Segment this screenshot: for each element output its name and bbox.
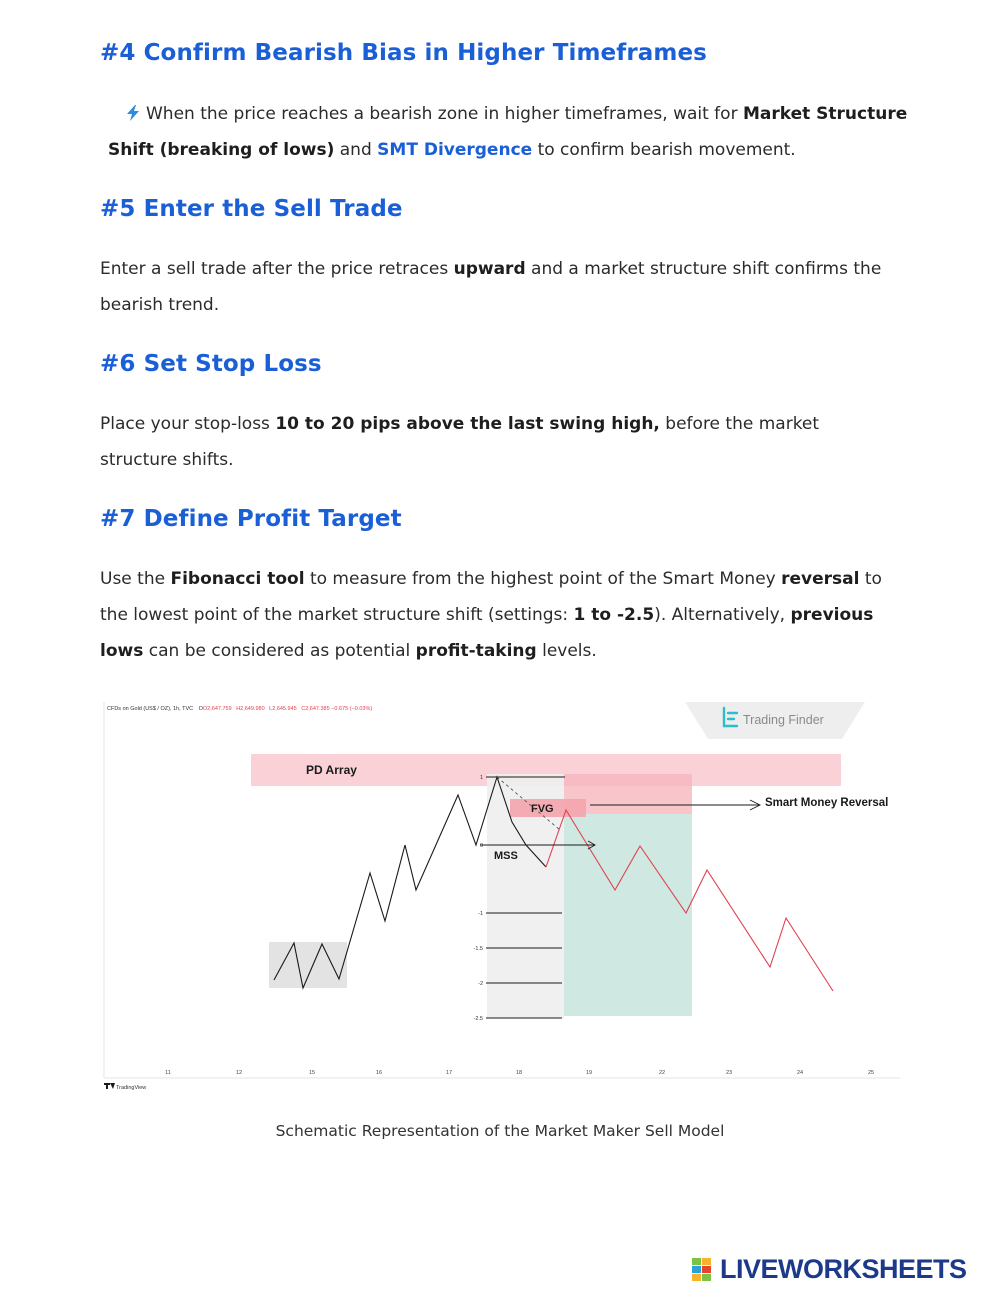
section-7-paragraph: Use the Fibonacci tool to measure from the highest point of the Smart Money reversal to the lowest point of the market structure shift (settings: 1 to -2.5). Alternatively, previous lows can be considered as potential profit-taking levels. [100,569,882,661]
x-tick-label: 19 [585,1070,593,1076]
svg-text:CFDs on Gold (US$ / OZ), 1h, T: CFDs on Gold (US$ / OZ), 1h, TVC OO2,647.759 H2,649.980 L2,645.945 C2,647.385 −0.675 (−0.03%) [107,706,373,712]
x-tick-label: 24 [796,1070,804,1076]
section-4-heading: #4 Confirm Bearish Bias in Higher Timeframes [100,40,707,66]
fvg-label: FVG [531,803,554,815]
x-tick-label: 18 [515,1070,523,1076]
x-tick-label: 17 [445,1070,453,1076]
section-6-heading: #6 Set Stop Loss [100,351,322,377]
mss-label: MSS [494,850,518,862]
smt-divergence-link[interactable]: SMT Divergence [377,140,533,160]
consolidation-box [269,942,347,988]
chart-close: C2,647.385 −0.675 (−0.03%) [301,706,373,712]
fib-level-label: 0 [479,843,483,849]
svg-text:TradingView: TradingView [116,1085,147,1091]
section-6-paragraph: Place your stop-loss 10 to 20 pips above the last swing high, before the market structure shifts. [100,414,820,470]
fib-level-label: 1 [479,775,483,781]
svg-text:Trading Finder: Trading Finder [743,713,824,727]
lightning-icon [126,105,140,121]
figure-caption: Schematic Representation of the Market Maker Sell Model [275,1122,725,1140]
chart-symbol: CFDs on Gold (US$ / OZ), 1h, TVC [107,706,194,712]
chart-open: O2,647.759 [202,706,232,712]
x-tick-label: 25 [867,1070,875,1076]
section-7-heading: #7 Define Profit Target [100,506,402,532]
x-tick-label: 15 [308,1070,316,1076]
fib-level-label: -1 [478,911,483,917]
x-tick-label: 23 [725,1070,733,1076]
x-tick-label: 22 [658,1070,666,1076]
x-tick-label: 11 [165,1070,171,1076]
liveworksheets-wordmark: LIVEWORKSHEETS [720,1254,967,1284]
profit-target-zone [564,814,692,1016]
fib-level-label: -2.5 [473,1016,483,1022]
x-tick-label: 12 [235,1070,243,1076]
market-maker-sell-model-figure [100,700,900,1095]
section-5-paragraph: Enter a sell trade after the price retraces upward and a market structure shift confirms the bearish trend. [100,259,882,315]
section-5-heading: #5 Enter the Sell Trade [100,196,403,222]
chart-low: L2,645.945 [269,706,297,712]
x-tick-label: 16 [375,1070,383,1076]
trading-finder-logo [685,702,865,739]
fib-level-label: -1.5 [473,946,483,952]
pd-array-label: PD Array [306,763,357,777]
fib-level-label: -2 [478,981,483,987]
chart-high: H2,649.980 [236,706,265,712]
smart-money-reversal-label: Smart Money Reversal [765,797,889,809]
section-4-paragraph: When the price reaches a bearish zone in higher timeframes, wait for Market Structure Shift (breaking of lows) and SMT Divergence to confirm bearish movement. [108,104,908,160]
